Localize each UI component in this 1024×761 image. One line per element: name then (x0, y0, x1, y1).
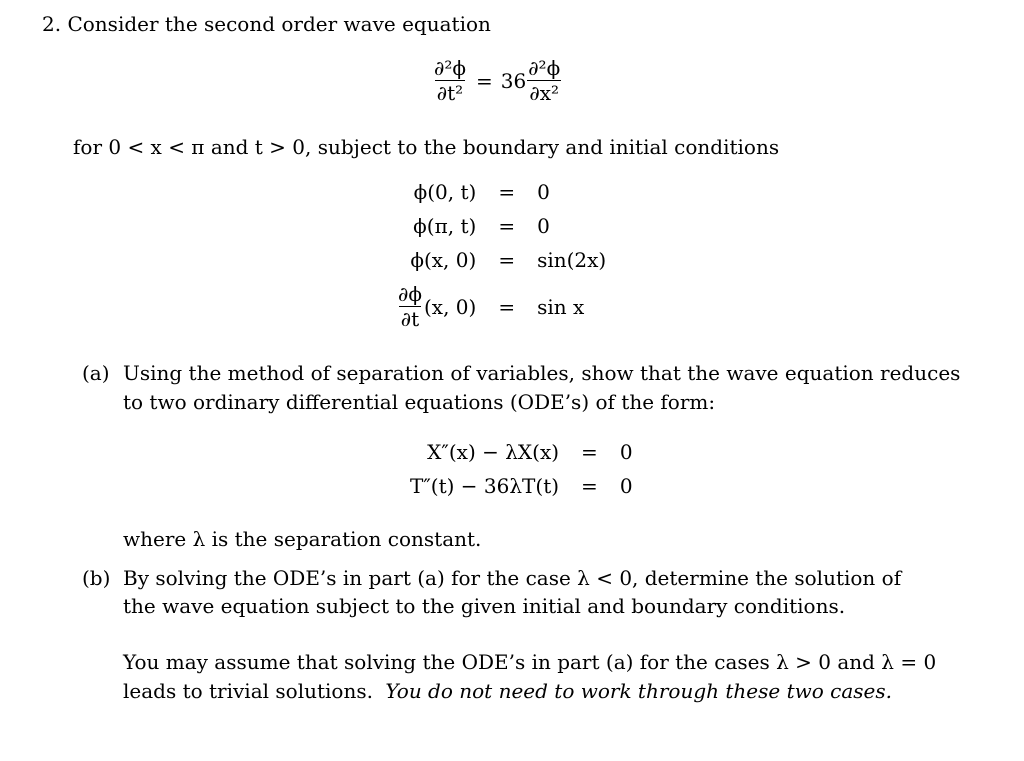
coefficient: 36 (500, 68, 527, 93)
part-a-label: (a) (82, 361, 110, 385)
time-derivative-denominator: ∂t (400, 307, 420, 331)
condition-1-rhs: 0 (537, 180, 550, 204)
ode-2-rhs: 0 (619, 474, 633, 498)
condition-1-op: = (498, 180, 516, 204)
condition-2-op: = (498, 214, 516, 238)
rhs-numerator: ∂²ϕ (528, 56, 561, 80)
condition-4-op: = (498, 294, 516, 319)
part-a-line-2: to two ordinary differential equations (ODE’s) of the form: (123, 390, 716, 414)
part-b-line-1: By solving the ODE’s in part (a) for the case λ < 0, determine the solution of (123, 566, 902, 590)
ode-1-rhs: 0 (619, 440, 633, 464)
problem-number: 2. (42, 12, 62, 36)
ode-1-lhs: X″(x) − λX(x) (427, 440, 560, 464)
problem-intro: Consider the second order wave equation (67, 12, 491, 36)
condition-1-lhs: ϕ(0, t) (413, 180, 477, 204)
assumption-line-2 (123, 679, 892, 703)
separation-constant-note: where λ is the separation constant. (123, 527, 482, 551)
condition-4-rhs: sin x (537, 294, 585, 319)
assumption-plain-text: leads to trivial solutions. (123, 679, 373, 703)
rhs-fraction (526, 56, 562, 105)
part-b-label: (b) (82, 566, 111, 590)
rhs-denominator: ∂x² (529, 81, 560, 105)
condition-3-lhs: ϕ(x, 0) (410, 248, 477, 272)
ode-2-op: = (581, 474, 598, 498)
domain-statement: for 0 < x < π and t > 0, subject to the boundary and initial conditions (73, 135, 780, 159)
time-derivative-fraction (396, 282, 424, 331)
conditions-block (396, 180, 606, 331)
lhs-numerator: ∂²ϕ (434, 56, 466, 80)
condition-3-rhs: sin(2x) (537, 248, 607, 272)
equals-sign: = (476, 68, 493, 93)
assumption-italic-text: You do not need to work through these two cases. (385, 679, 892, 703)
wave-equation (432, 56, 562, 105)
condition-4-lhs (396, 282, 476, 331)
ode-2-lhs: T″(t) − 36λT(t) (410, 474, 560, 498)
time-derivative-numerator: ∂ϕ (398, 282, 422, 306)
condition-3-op: = (498, 248, 516, 272)
ode-block (410, 440, 633, 498)
time-derivative-argument: (x, 0) (423, 294, 477, 319)
lhs-denominator: ∂t² (436, 81, 464, 105)
condition-2-lhs: ϕ(π, t) (413, 214, 477, 238)
problem-heading (42, 12, 491, 36)
assumption-line-1: You may assume that solving the ODE’s in part (a) for the cases λ > 0 and λ = 0 (123, 650, 937, 674)
lhs-fraction (432, 56, 468, 105)
part-b-line-2: the wave equation subject to the given initial and boundary conditions. (123, 594, 846, 618)
condition-2-rhs: 0 (537, 214, 550, 238)
part-a-line-1: Using the method of separation of variables, show that the wave equation reduces (123, 361, 961, 385)
ode-1-op: = (581, 440, 598, 464)
